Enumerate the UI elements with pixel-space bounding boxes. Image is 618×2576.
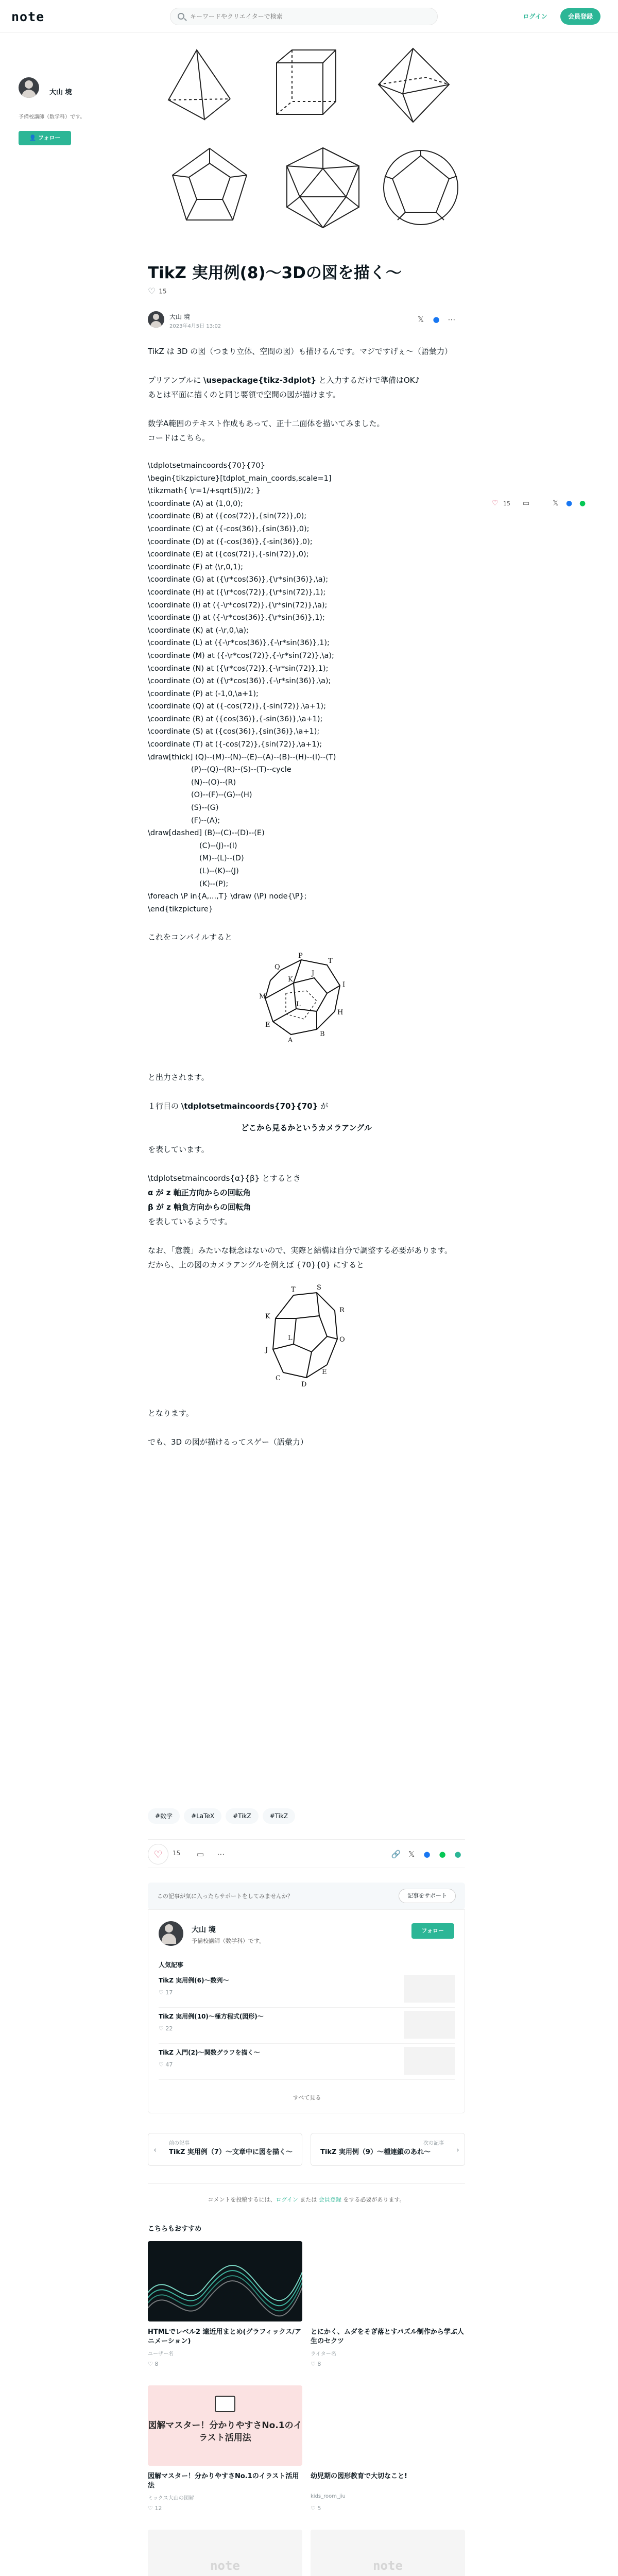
tablet-illustration-icon <box>215 2396 235 2412</box>
code-line: \coordinate (G) at ({\r*cos(36)},{\r*sin(36)},\a); <box>148 575 329 584</box>
code-line: \coordinate (B) at ({cos(72)},{sin(72)},0); <box>148 512 307 521</box>
thumbnail <box>404 1975 455 2003</box>
card-likes: ♡ 8 <box>148 2361 159 2367</box>
popular-item[interactable] <box>159 1972 455 2008</box>
code-inline: \usepackage{tikz-3dplot} <box>203 376 317 385</box>
code-block-indent <box>148 840 465 890</box>
svg-text:E: E <box>322 1368 327 1377</box>
x-share-icon[interactable]: 𝕏 <box>553 499 559 507</box>
code-line: \coordinate (P) at (-1,0,\a+1); <box>148 689 259 698</box>
support-button[interactable]: 記事をサポート <box>399 1889 456 1903</box>
card-user: ライター名 <box>311 2351 336 2357</box>
sidebar-creator-name[interactable]: 大山 境 <box>49 89 72 96</box>
code-line: \coordinate (Q) at ({-cos(72)},{-sin(72)},\a+1); <box>148 702 326 711</box>
thumbnail <box>404 2047 455 2075</box>
heart-icon[interactable]: ♡ <box>492 499 499 507</box>
paragraph: を表しています。 <box>148 1145 209 1155</box>
code-block <box>148 460 465 764</box>
svg-text:B: B <box>320 1030 325 1039</box>
popular-heading: 人気記事 <box>159 1961 184 1969</box>
card-title: HTMLでレベル2 遠近用まとめ(グラフィックス/アニメーション) <box>148 2328 302 2345</box>
avatar[interactable] <box>148 311 164 328</box>
paragraph: \tdplotsetmaincoords{α}{β} とするとき <box>148 1174 301 1183</box>
tag-chip[interactable]: #数学 <box>148 1808 180 1824</box>
card-image <box>311 2385 465 2466</box>
code-line: \coordinate (I) at ({-\r*cos(72)},{\r*sin(72)},\a); <box>148 601 328 609</box>
code-line: \coordinate (T) at ({-cos(72)},{sin(72)},\a+1); <box>148 740 322 749</box>
card-image-placeholder <box>311 2530 465 2576</box>
code-line: (M)--(L)--(D) <box>199 854 244 863</box>
popular-item[interactable] <box>159 2008 455 2044</box>
thumbnail <box>404 2011 455 2039</box>
svg-text:S: S <box>317 1284 321 1292</box>
paragraph: でも、3D の図が描けるってスゲー（語彙力） <box>148 1437 308 1447</box>
code-block-end <box>148 890 465 916</box>
text: １行目の <box>148 1101 181 1111</box>
paragraph: となります。 <box>148 1409 194 1418</box>
creator-bio: 予備校講師（数学科）です。 <box>192 1938 265 1944</box>
support-banner <box>148 1883 465 1909</box>
svg-text:O: O <box>339 1336 345 1344</box>
paragraph: 数学A範囲のテキスト作成もあって、正十二面体を描いてみました。 <box>148 419 385 428</box>
x-share-icon[interactable]: 𝕏 <box>417 315 424 324</box>
tag-chip[interactable]: #TikZ <box>263 1808 296 1824</box>
chevron-left-icon: ‹ <box>153 2145 157 2155</box>
svg-text:C: C <box>276 1375 281 1383</box>
text: をする必要があります。 <box>341 2196 405 2203</box>
code-line: \coordinate (N) at ({\r*cos(72)},{-\r*sin(72)},1); <box>148 664 329 673</box>
code-line: \coordinate (E) at ({cos(72)},{-sin(72)},0); <box>148 550 309 559</box>
note-logo[interactable]: note <box>11 9 45 24</box>
text: コメントを投稿するには、 <box>208 2196 276 2203</box>
placeholder-logo: note <box>210 2558 240 2573</box>
code-line: \coordinate (R) at ({cos(36)},{-sin(36)},\a+1); <box>148 715 323 723</box>
sidebar-bio: 予備校講師（数学科）です。 <box>19 114 85 120</box>
code-line: (O)--(F)--(G)--(H) <box>191 791 252 800</box>
count: 8 <box>154 2361 159 2367</box>
facebook-share-icon[interactable]: ● <box>423 1850 431 1859</box>
dodecahedron-figure-1 <box>245 950 368 1063</box>
avatar[interactable] <box>159 1921 183 1946</box>
card-title: 幼児期の図形教育で大切なこと! <box>311 2472 407 2480</box>
svg-text:K: K <box>265 1313 270 1321</box>
svg-text:T: T <box>328 957 333 965</box>
count: 22 <box>165 2025 173 2032</box>
placeholder-logo: note <box>373 2558 403 2573</box>
heart-icon: ♡ <box>153 1849 163 1860</box>
signup-button[interactable]: 会員登録 <box>560 8 600 25</box>
text: または <box>298 2196 319 2203</box>
x-share-icon[interactable]: 𝕏 <box>408 1850 415 1859</box>
line-share-icon[interactable]: ● <box>439 1850 446 1859</box>
code-line: \begin{tikzpicture}[tdplot_main_coords,scale=1] <box>148 474 332 483</box>
card-image-placeholder <box>148 2530 302 2576</box>
card-user: ユーザー名 <box>148 2351 174 2357</box>
paragraph <box>148 373 465 387</box>
card-image <box>148 2385 302 2466</box>
creator-name[interactable]: 大山 境 <box>192 1926 216 1934</box>
code-line: \coordinate (M) at ({-\r*cos(72)},{-\r*sin(72)},\a); <box>148 651 334 660</box>
code-line: \coordinate (D) at ({-cos(36)},{-sin(36)},0); <box>148 537 313 546</box>
code-line: \draw[dashed] (B)--(C)--(D)--(E) <box>148 829 265 838</box>
paragraph: コードはこちら。 <box>148 433 210 443</box>
code-line: (L)--(K)--(J) <box>199 867 239 875</box>
count: 8 <box>317 2361 321 2367</box>
article-action-bar <box>148 1839 465 1868</box>
code-block-indent <box>148 764 465 827</box>
paragraph: なお、「意義」みたいな概念はないので、実際と結構は自分で調整する必要があります。 <box>148 1246 453 1256</box>
svg-text:L: L <box>288 1334 293 1343</box>
top-header <box>0 0 618 33</box>
comment-icon[interactable]: ▭ <box>196 1850 204 1859</box>
svg-text:Q: Q <box>274 963 280 972</box>
code-line: \coordinate (H) at ({\r*cos(72)},{\r*sin(72)},1); <box>148 588 326 597</box>
prev-label: 前の記事 <box>169 2141 190 2146</box>
svg-text:K: K <box>288 976 293 984</box>
title-likes <box>148 286 167 297</box>
code-line: \coordinate (A) at (1,0,0); <box>148 499 243 508</box>
popular-title: TikZ 実用例(6)〜数列〜 <box>159 1977 229 1984</box>
popular-likes: ♡ 47 <box>159 2061 173 2068</box>
prev-next-nav <box>148 2133 465 2166</box>
text: が <box>318 1101 329 1111</box>
floating-actions <box>492 497 600 512</box>
avatar[interactable] <box>19 77 39 98</box>
search-input[interactable] <box>190 11 427 22</box>
code-line: \coordinate (S) at ({cos(36)},{sin(36)},\a+1); <box>148 727 320 736</box>
article-body <box>148 344 465 1449</box>
code-line: (C)--(J)--(I) <box>199 841 237 850</box>
camera-angle-heading: どこから見るかというカメラアングル <box>241 1123 372 1133</box>
tag-chip[interactable]: #TikZ <box>226 1808 259 1824</box>
like-button[interactable] <box>148 1844 168 1865</box>
code-line: \draw[thick] (Q)--(M)--(N)--(E)--(A)--(B)--(H)--(I)--(T) <box>148 753 336 761</box>
svg-text:D: D <box>301 1381 307 1389</box>
code-line: \coordinate (F) at (\r,0,1); <box>148 563 243 571</box>
alpha-definition: α が z 軸正方向からの回転角 <box>148 1188 251 1198</box>
text: プリアンブルに <box>148 376 203 385</box>
paragraph: TikZ は 3D の図（つまり立体、空間の図）も描けるんです。マジですげぇ〜（語彙力） <box>148 347 453 356</box>
signup-link[interactable]: 会員登録 <box>318 2196 341 2203</box>
card-likes: ♡ 12 <box>148 2505 162 2512</box>
prev-title: TikZ 実用例（7）〜文章中に図を描く〜 <box>169 2148 293 2156</box>
hatena-share-icon[interactable]: ● <box>454 1850 461 1859</box>
code-line: (K)--(P); <box>199 879 229 888</box>
popular-title: TikZ 実用例(10)〜極方程式(図形)〜 <box>159 2013 264 2020</box>
hero-image-polyhedra <box>148 42 465 233</box>
svg-text:R: R <box>339 1307 345 1315</box>
heart-icon[interactable]: ♡ <box>148 286 156 297</box>
code-line: \coordinate (O) at ({\r*cos(36)},{-\r*sin(36)},\a); <box>148 677 331 686</box>
float-like-count: 15 <box>503 500 510 507</box>
more-icon[interactable]: ⋯ <box>217 1850 225 1859</box>
count: 12 <box>154 2505 162 2512</box>
like-count: 15 <box>159 287 167 295</box>
recommended-heading: こちらもおすすめ <box>148 2225 202 2233</box>
paragraph: だから、上の図のカメラアングルを例えば {70}{0} にすると <box>148 1260 364 1270</box>
tag-chip[interactable]: #LaTeX <box>184 1808 221 1824</box>
code-line: (S)--(G) <box>191 804 219 812</box>
paragraph: を表しているようです。 <box>148 1217 232 1227</box>
svg-text:A: A <box>288 1037 293 1045</box>
code-line: \end{tikzpicture} <box>148 905 214 913</box>
svg-text:M: M <box>259 993 266 1001</box>
count: 5 <box>317 2505 321 2512</box>
facebook-share-icon[interactable]: ● <box>433 315 440 324</box>
popular-likes: ♡ 17 <box>159 1989 173 1996</box>
comment-notice <box>148 2183 465 2204</box>
count: 47 <box>165 2061 173 2068</box>
svg-text:J: J <box>265 1346 268 1354</box>
code-line: \coordinate (C) at ({-cos(36)},{sin(36)},0); <box>148 524 310 533</box>
follow-label: フォロー <box>38 134 61 141</box>
link-icon[interactable]: 🔗 <box>391 1850 401 1859</box>
svg-text:H: H <box>337 1009 344 1017</box>
paragraph: と出力されます。 <box>148 1073 209 1082</box>
popular-title: TikZ 入門(2)〜関数グラフを描く〜 <box>159 2049 260 2056</box>
search-bar[interactable] <box>170 8 438 25</box>
paragraph: あとは平面に描くのと同じ要領で空間の図が描けます。 <box>148 390 340 399</box>
sidebar-follow-button[interactable] <box>19 131 71 145</box>
author-name[interactable]: 大山 境 <box>169 313 190 320</box>
card-image-caption: 図解マスター！分かりやすさNo.1のイラスト活用法 <box>148 2420 302 2443</box>
article-title: TikZ 実用例(8)〜3Dの図を描く〜 <box>148 264 402 282</box>
like-count: 15 <box>173 1850 181 1857</box>
svg-text:I: I <box>342 981 346 989</box>
prev-article-link[interactable] <box>148 2133 302 2166</box>
svg-text:E: E <box>265 1021 270 1029</box>
post-date: 2023年4月5日 13:02 <box>169 324 221 329</box>
comment-icon[interactable]: ▭ <box>523 499 530 507</box>
card-title: 図解マスター！分かりやすさNo.1のイラスト活用法 <box>148 2472 299 2489</box>
next-article-link[interactable] <box>311 2133 465 2166</box>
code-inline: \tdplotsetmaincoords{70}{70} <box>181 1101 318 1111</box>
code-line: \coordinate (K) at (-\r,0,\a); <box>148 626 249 635</box>
next-label: 次の記事 <box>423 2141 444 2146</box>
popular-likes: ♡ 22 <box>159 2025 173 2032</box>
code-line: (F)--(A); <box>191 816 220 825</box>
paragraph <box>148 1099 465 1113</box>
card-image <box>311 2241 465 2321</box>
facebook-share-icon[interactable]: ● <box>566 499 573 507</box>
code-line: \tdplotsetmaincoords{70}{70} <box>148 462 265 470</box>
support-text: この記事が気に入ったらサポートをしてみませんか？ <box>157 1893 293 1900</box>
code-line: \foreach \P in{A,...,T} \draw (\P) node{\P}; <box>148 892 307 901</box>
card-user: kids_room_jiu <box>311 2494 346 2499</box>
card-title: とにかく、ムダをそぎ落とすパズル制作から学ぶ人生のセクツ <box>311 2328 464 2345</box>
code-line: \coordinate (L) at ({-\r*cos(36)},{-\r*sin(36)},1); <box>148 639 330 648</box>
creator-card <box>148 1909 465 2113</box>
svg-text:L: L <box>296 1001 301 1009</box>
card-image <box>148 2241 302 2321</box>
svg-text:T: T <box>291 1286 296 1294</box>
article-author-row <box>148 311 465 332</box>
popular-item[interactable] <box>159 2044 455 2080</box>
chevron-right-icon: › <box>456 2145 459 2155</box>
search-icon <box>178 13 184 20</box>
svg-text:J: J <box>312 970 315 978</box>
login-button[interactable]: ログイン <box>523 13 547 20</box>
login-link[interactable]: ログイン <box>276 2196 298 2203</box>
code-line: \coordinate (J) at ({-\r*cos(36)},{\r*sin(36)},1); <box>148 614 325 622</box>
dodecahedron-figure-2 <box>245 1282 368 1396</box>
beta-definition: β が z 軸負方向からの回転角 <box>148 1202 251 1212</box>
paragraph: これをコンパイルすると <box>148 933 232 942</box>
card-user: ミックス大山の図解 <box>148 2496 194 2501</box>
hashtags <box>148 1808 299 1824</box>
more-icon[interactable]: ⋯ <box>448 315 456 324</box>
card-likes: ♡ 5 <box>311 2505 321 2512</box>
text: と入力するだけで準備はOK♪ <box>316 376 420 385</box>
code-line: (P)--(Q)--(R)--(S)--(T)--cycle <box>191 766 291 774</box>
code-line: \tikzmath{ \r=1/+sqrt(5))/2; } <box>148 487 261 496</box>
see-all-link[interactable]: すべて見る <box>293 2094 321 2101</box>
person-add-icon: 👤 <box>29 134 39 141</box>
svg-text:P: P <box>298 952 303 960</box>
count: 17 <box>165 1989 173 1996</box>
line-share-icon[interactable]: ● <box>579 499 586 507</box>
follow-button[interactable]: フォロー <box>411 1923 454 1939</box>
next-title: TikZ 実用例（9）〜種連鎖のあれ〜 <box>320 2148 431 2156</box>
card-likes: ♡ 8 <box>311 2361 321 2367</box>
code-line: (N)--(O)--(R) <box>191 778 236 787</box>
